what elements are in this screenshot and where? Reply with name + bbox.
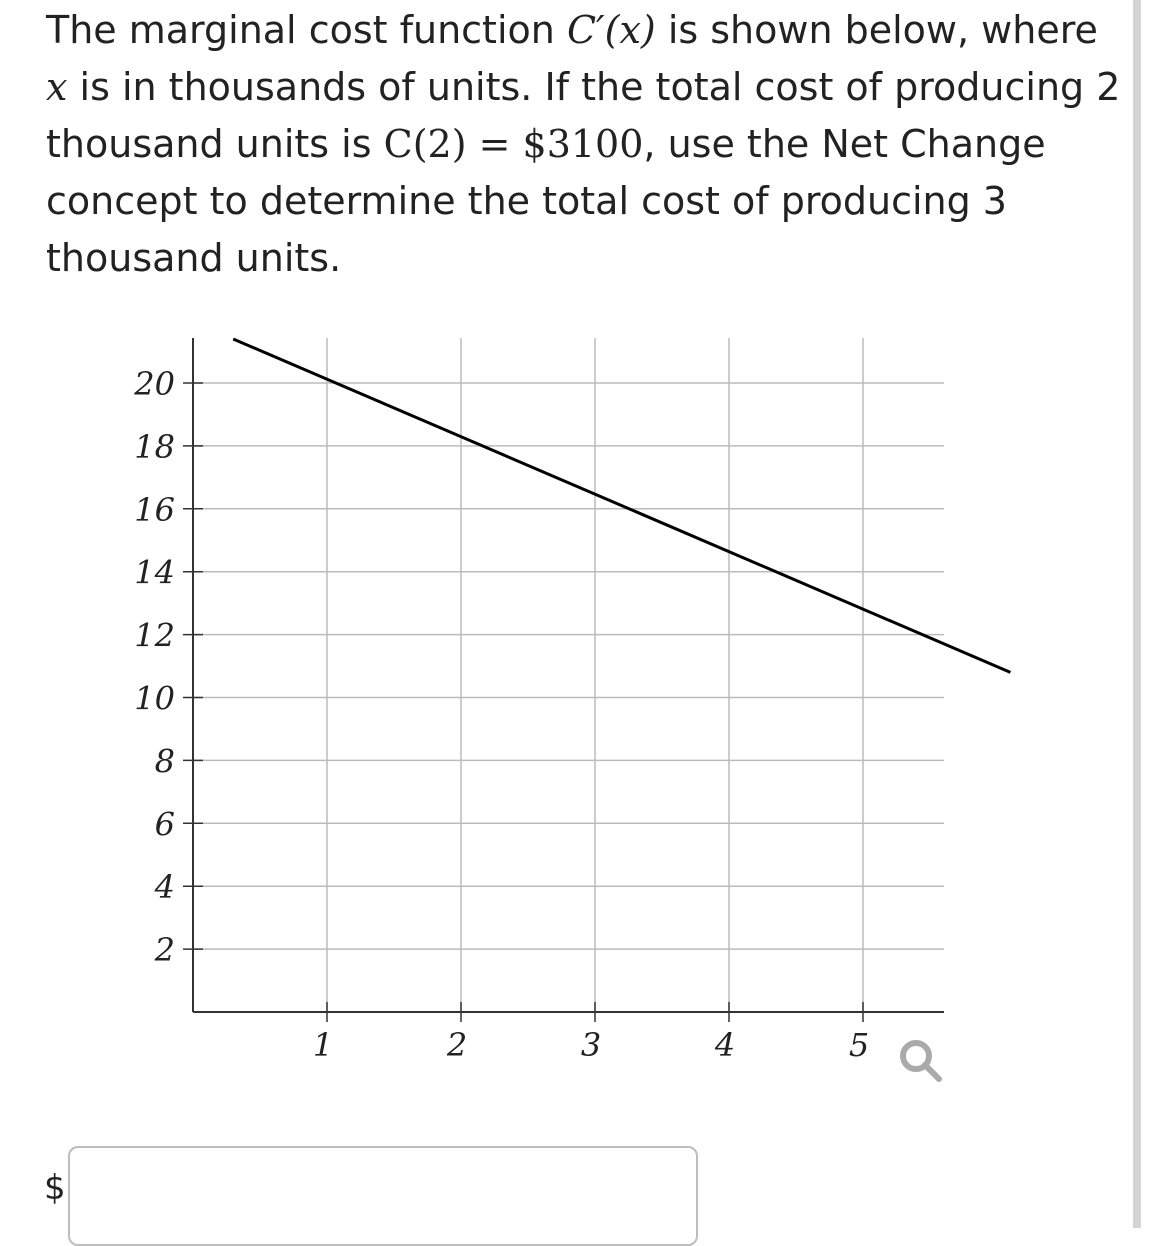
x-tick-label: 3 xyxy=(580,1026,602,1064)
x-tick-label: 4 xyxy=(714,1026,736,1064)
y-tick-label: 20 xyxy=(134,365,175,403)
currency-symbol: $ xyxy=(44,1168,66,1208)
y-tick-label: 12 xyxy=(134,616,175,655)
y-tick-label: 6 xyxy=(154,805,175,844)
y-tick-label: 16 xyxy=(134,490,175,529)
y-tick-label: 10 xyxy=(134,679,175,718)
y-tick-label: 18 xyxy=(134,427,175,466)
x-tick-label: 1 xyxy=(312,1026,334,1064)
marginal-cost-line xyxy=(233,339,1010,672)
y-tick-label: 14 xyxy=(134,553,175,592)
problem-text-3: is in thousands of units. If the total cost of producing 2 thousand units is xyxy=(46,65,1121,166)
answer-input[interactable] xyxy=(68,1146,698,1246)
magnifier-icon[interactable] xyxy=(896,1036,946,1086)
x-tick-label: 5 xyxy=(848,1026,870,1064)
problem-text-1: The marginal cost function xyxy=(46,8,567,52)
y-tick-label: 8 xyxy=(154,742,175,781)
y-tick-label: 4 xyxy=(154,868,175,907)
problem-text-4: , use the Net Change concept to determine the total cost of producing 3 thousand units. xyxy=(46,122,1046,280)
variable-x: x xyxy=(46,65,68,109)
problem-text-2: is shown below, where xyxy=(655,8,1098,52)
marginal-cost-function: C′(x) xyxy=(566,8,656,52)
y-tick-label: 2 xyxy=(154,931,175,970)
x-tick-label: 2 xyxy=(446,1026,468,1064)
cost-expression: C(2) = $3100 xyxy=(383,122,644,166)
